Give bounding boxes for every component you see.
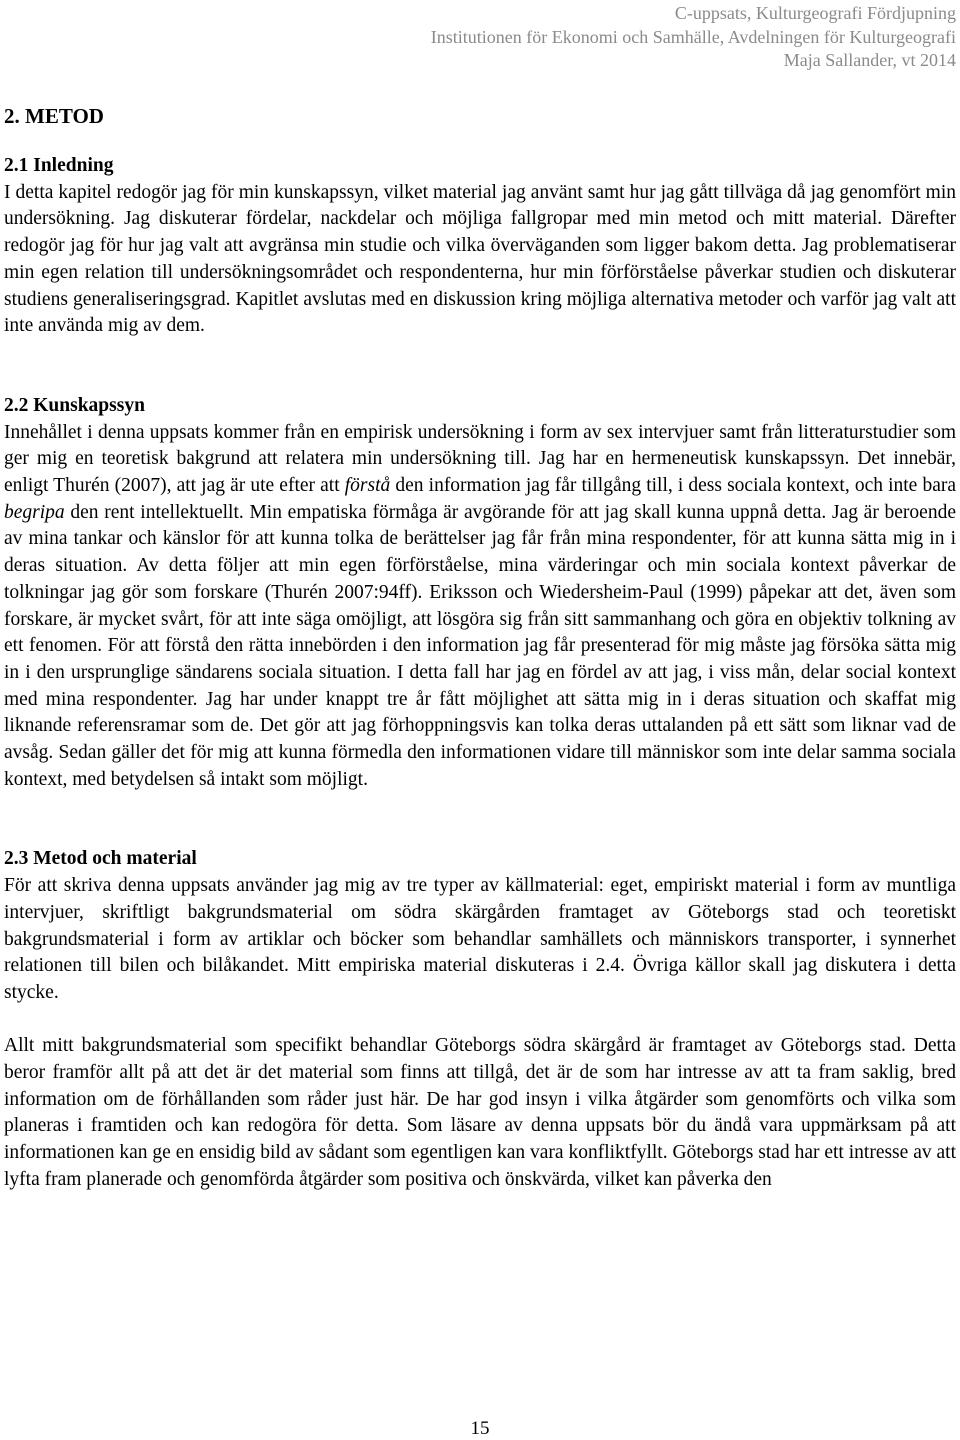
paragraph-spacer <box>4 1007 956 1034</box>
text-run: Innehållet i denna uppsats kommer från en empirisk undersökning i form av sex intervjuer samt från litteraturstudier som ger mig en teoretisk bakgrund att relatera min undersökning till. Jag har en hermeneutisk kunskapssyn. Det innebär, enligt Thurén (2007), att jag är ute efter att <box>4 421 956 497</box>
header-author: Maja Sallander, vt 2014 <box>783 50 956 70</box>
section-heading-inledning: 2.1 Inledning <box>4 155 114 176</box>
paragraph-kunskapssyn <box>4 420 956 794</box>
emphasis-forsta: förstå <box>344 475 391 497</box>
paragraph-inledning: I detta kapitel redogör jag för min kunskapssyn, vilket material jag använt samt hur jag gått tillväga då jag genomfört min undersökning. Jag diskuterar fördelar, nackdelar och möjliga fallgropar med min metod och mitt material. Därefter redogör jag för hur jag valt att avgränsa min studie och vilka överväganden som ligger bakom detta. Jag problematiserar min egen relation till undersökningsområdet och respondenterna, hur min förförståelse påverkar studien och diskuterar studiens generaliseringsgrad. Kapitlet avslutas med en diskussion kring möjliga alternativa metoder och varför jag valt att inte använda mig av dem. <box>4 181 956 337</box>
page-number: 15 <box>470 1418 490 1439</box>
text-run: den information jag får tillgång till, i dess sociala kontext, och inte bara <box>390 475 957 497</box>
chapter-title: 2. METOD <box>4 104 104 128</box>
section-spacer <box>4 340 956 393</box>
section-heading-kunskapssyn: 2.2 Kunskapssyn <box>4 394 145 416</box>
section-heading-metod-och-material: 2.3 Metod och material <box>4 848 197 870</box>
paragraph-metod-2: Allt mitt bakgrundsmaterial som specifikt behandlar Göteborgs södra skärgård är framtaget av Göteborgs stad. Detta beror framför allt på att det är det material som finns att tillgå, det är de som har intresse av att ta fram saklig, bred information om de förhållanden som råder just här. De har god insyn i vilka åtgärder som genomförts och vilka som planeras i framtiden och kan redogöra för detta. Som läsare av denna uppsats bör du ändå vara uppmärksam på att informationen kan ge en ensidig bild av sådant som egentligen kan vara konfliktfyllt. Göteborgs stad har ett intresse av att lyfta fram planerade och genomförda åtgärder som positiva och önskvärda, vilket kan påverka den <box>4 1035 956 1190</box>
section-spacer <box>4 793 956 846</box>
header-institution: Institutionen för Ekonomi och Samhälle, Avdelningen för Kulturgeografi <box>430 26 956 47</box>
running-header <box>431 2 956 73</box>
emphasis-begripa: begripa <box>4 501 65 523</box>
paragraph-metod-1: För att skriva denna uppsats använder jag mig av tre typer av källmaterial: eget, empiriskt material i form av muntliga intervjuer, skriftligt bakgrundsmaterial om södra skärgården framtaget av Göteborgs stad och teoretiskt bakgrundsmaterial i form av artiklar och böcker som behandlar samhällets och människors transporter, i synnerhet relationen till bilen och bilåkandet. Mitt empiriska material diskuteras i 2.4. Övriga källor skall jag diskutera i detta stycke. <box>4 875 956 1003</box>
main-content <box>4 101 956 1194</box>
header-course: C-uppsats, Kulturgeografi Fördjupning <box>674 3 956 23</box>
text-run: den rent intellektuellt. Min empatiska förmåga är avgörande för att jag skall kunna uppnå detta. Jag är beroende av mina tankar och känslor för att kunna tolka de berättelser jag får från mina respondenter, för att kunna sätta mig in i deras situation. Av detta följer att min egen förförståelse, mina värderingar och min sociala kontext påverkar de tolkningar jag gör som forskare (Thurén 2007:94ff). Eriksson och Wiedersheim-Paul (1999) påpekar att det, även som forskare, är mycket svårt, för att inte säga omöjligt, att lösgöra sig från sitt sammanhang och göra en objektiv tolkning av ett fenomen. För att förstå den rätta innebörden i den information jag får presenterad för mig måste jag försöka sätta mig in i den ursprunglige sändarens sociala situation. I detta fall har jag en fördel av att jag, i viss mån, delar social kontext med mina respondenter. Jag har under knappt tre år fått möjlighet att sätta mig in i deras situation och skaffat mig liknande referensramar som de. Det gör att jag förhoppningsvis kan tolka deras uttalanden på ett sätt som liknar vad de avsåg. Sedan gäller det för mig att kunna förmedla den informationen vidare till människor som inte delar samma sociala kontext, med betydelsen så intakt som möjligt. <box>4 501 956 790</box>
